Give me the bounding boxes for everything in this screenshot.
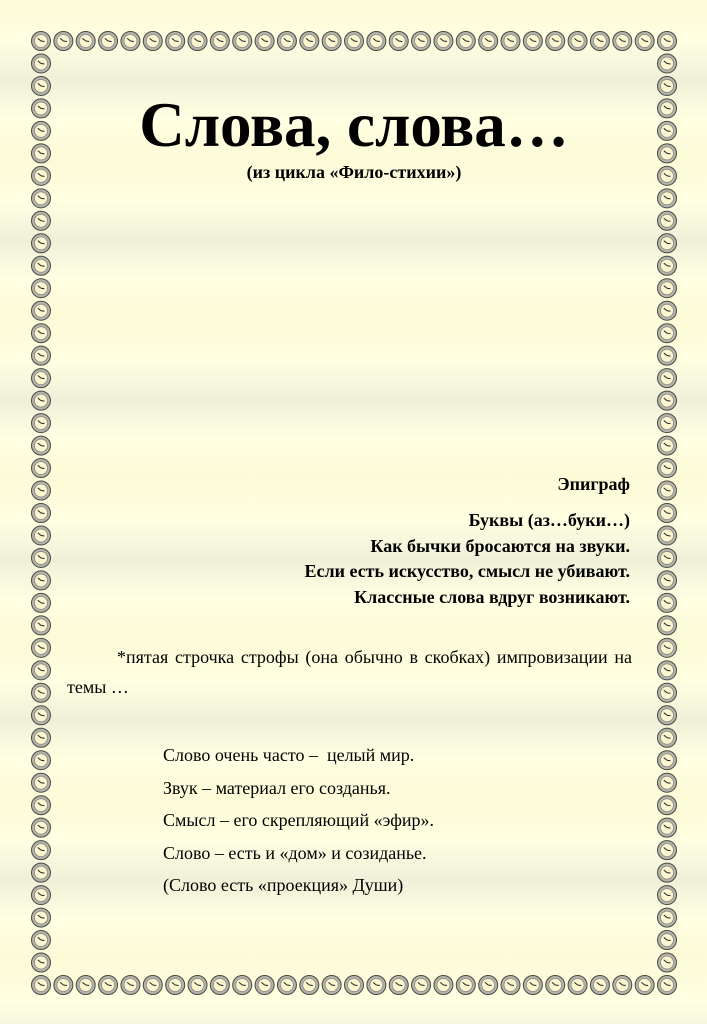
clock-icon (32, 616, 51, 635)
clock-icon (658, 99, 677, 118)
clock-icon (345, 976, 364, 995)
epigraph-line: Буквы (аз…буки…) (468, 510, 630, 530)
clock-icon (32, 728, 51, 747)
clock-icon (658, 548, 677, 567)
clock-icon (658, 144, 677, 163)
clock-icon (658, 166, 677, 185)
clock-icon (523, 32, 542, 51)
clock-icon (32, 863, 51, 882)
clock-icon (121, 976, 140, 995)
clock-icon (658, 279, 677, 298)
clock-icon (658, 661, 677, 680)
clock-icon (32, 436, 51, 455)
clock-icon (389, 32, 408, 51)
clock-icon (32, 886, 51, 905)
clock-icon (635, 976, 654, 995)
clock-icon (32, 481, 51, 500)
clock-icon (188, 976, 207, 995)
clock-icon (300, 32, 319, 51)
clock-icon (32, 908, 51, 927)
clock-icon (658, 256, 677, 275)
clock-icon (658, 638, 677, 657)
document-page (62, 62, 646, 962)
clock-icon (546, 976, 565, 995)
clock-icon (658, 436, 677, 455)
clock-icon (32, 638, 51, 657)
clock-icon (658, 571, 677, 590)
clock-icon (412, 976, 431, 995)
clock-icon (210, 976, 229, 995)
document-subtitle: (из цикла «Фило-стихии») (246, 162, 462, 182)
clock-icon (658, 953, 677, 972)
clock-icon (613, 976, 632, 995)
poem-line: Звук – материал его созданья. (163, 777, 391, 798)
clock-icon (54, 32, 73, 51)
clock-icon (32, 121, 51, 140)
clock-icon (99, 32, 118, 51)
clock-icon (32, 571, 51, 590)
clock-icon (210, 32, 229, 51)
clock-icon (658, 346, 677, 365)
poem-line: Слово – есть и «дом» и созиданье. (163, 842, 427, 863)
poem-line: (Слово есть «проекция» Души) (163, 875, 404, 895)
clock-icon (32, 504, 51, 523)
clock-icon (456, 976, 475, 995)
clock-icon (233, 32, 252, 51)
clock-icon (658, 76, 677, 95)
epigraph (130, 472, 630, 610)
clock-icon (658, 121, 677, 140)
clock-icon (658, 616, 677, 635)
clock-icon (546, 32, 565, 51)
clock-icon (658, 234, 677, 253)
clock-icon (143, 32, 162, 51)
clock-icon (54, 976, 73, 995)
clock-icon (658, 683, 677, 702)
clock-icon (32, 459, 51, 478)
clock-icon (412, 32, 431, 51)
clock-icon (658, 324, 677, 343)
clock-icon (32, 369, 51, 388)
clock-icon (121, 32, 140, 51)
clock-icon (658, 886, 677, 905)
clock-icon (32, 526, 51, 545)
clock-icon (32, 54, 51, 73)
clock-icon (658, 976, 677, 995)
clock-icon (233, 976, 252, 995)
clock-icon (658, 863, 677, 882)
clock-icon (277, 32, 296, 51)
clock-icon (32, 391, 51, 410)
clock-icon (367, 32, 386, 51)
clock-icon (32, 818, 51, 837)
clock-icon (658, 908, 677, 927)
clock-icon (32, 931, 51, 950)
footnote: *пятая строчка строфы (она обычно в скобках) импровизации на темы … (67, 647, 632, 697)
clock-icon (32, 414, 51, 433)
poem-line: Слово очень часто – целый мир. (163, 745, 415, 765)
epigraph-line: Классные слова вдруг возникают. (354, 586, 630, 607)
clock-icon (658, 706, 677, 725)
clock-icon (32, 346, 51, 365)
clock-icon (32, 548, 51, 567)
clock-icon (188, 32, 207, 51)
clock-icon (456, 32, 475, 51)
clock-icon (32, 32, 51, 51)
clock-icon (277, 976, 296, 995)
clock-icon (613, 32, 632, 51)
clock-icon (658, 593, 677, 612)
clock-icon (389, 976, 408, 995)
clock-icon (658, 751, 677, 770)
clock-icon (32, 953, 51, 972)
clock-icon (32, 144, 51, 163)
clock-icon (32, 683, 51, 702)
clock-icon (76, 976, 95, 995)
clock-icon (658, 796, 677, 815)
clock-icon (32, 99, 51, 118)
clock-icon (32, 234, 51, 253)
clock-icon (658, 818, 677, 837)
clock-icon (300, 976, 319, 995)
clock-icon (501, 32, 520, 51)
clock-icon (658, 481, 677, 500)
clock-icon (590, 32, 609, 51)
clock-icon (658, 504, 677, 523)
clock-icon (32, 706, 51, 725)
clock-icon (32, 796, 51, 815)
clock-icon (166, 976, 185, 995)
clock-icon (479, 976, 498, 995)
clock-icon (345, 32, 364, 51)
clock-icon (658, 391, 677, 410)
clock-icon (658, 931, 677, 950)
clock-icon (322, 32, 341, 51)
clock-icon (658, 301, 677, 320)
clock-icon (635, 32, 654, 51)
clock-icon (32, 661, 51, 680)
clock-icon (590, 976, 609, 995)
epigraph-line: Как бычки бросаются на звуки. (370, 535, 630, 556)
document-title: Слова, слова… (139, 90, 569, 160)
clock-icon (501, 976, 520, 995)
clock-icon (658, 773, 677, 792)
poem-line: Смысл – его скрепляющий «эфир». (163, 810, 434, 830)
clock-icon (32, 751, 51, 770)
clock-icon (658, 414, 677, 433)
clock-icon (32, 301, 51, 320)
clock-icon (658, 526, 677, 545)
clock-icon (658, 211, 677, 230)
clock-icon (32, 773, 51, 792)
clock-icon (32, 189, 51, 208)
clock-icon (658, 32, 677, 51)
epigraph-line: Если есть искусство, смысл не убивают. (304, 561, 630, 581)
clock-icon (32, 593, 51, 612)
clock-icon (658, 189, 677, 208)
clock-icon (568, 976, 587, 995)
clock-icon (434, 32, 453, 51)
clock-icon (434, 976, 453, 995)
clock-icon (255, 32, 274, 51)
clock-icon (523, 976, 542, 995)
clock-icon (322, 976, 341, 995)
epigraph-heading: Эпиграф (557, 474, 630, 494)
clock-icon (32, 324, 51, 343)
clock-icon (32, 256, 51, 275)
poem (163, 739, 623, 902)
clock-icon (367, 976, 386, 995)
clock-icon (32, 166, 51, 185)
clock-icon (658, 459, 677, 478)
clock-icon (658, 54, 677, 73)
clock-icon (479, 32, 498, 51)
clock-icon (32, 976, 51, 995)
clock-icon (32, 211, 51, 230)
clock-icon (658, 369, 677, 388)
clock-icon (32, 841, 51, 860)
clock-icon (658, 728, 677, 747)
clock-icon (76, 32, 95, 51)
clock-icon (32, 279, 51, 298)
clock-icon (255, 976, 274, 995)
clock-icon (143, 976, 162, 995)
clock-icon (99, 976, 118, 995)
clock-icon (166, 32, 185, 51)
clock-icon (568, 32, 587, 51)
clock-icon (32, 76, 51, 95)
clock-icon (658, 841, 677, 860)
